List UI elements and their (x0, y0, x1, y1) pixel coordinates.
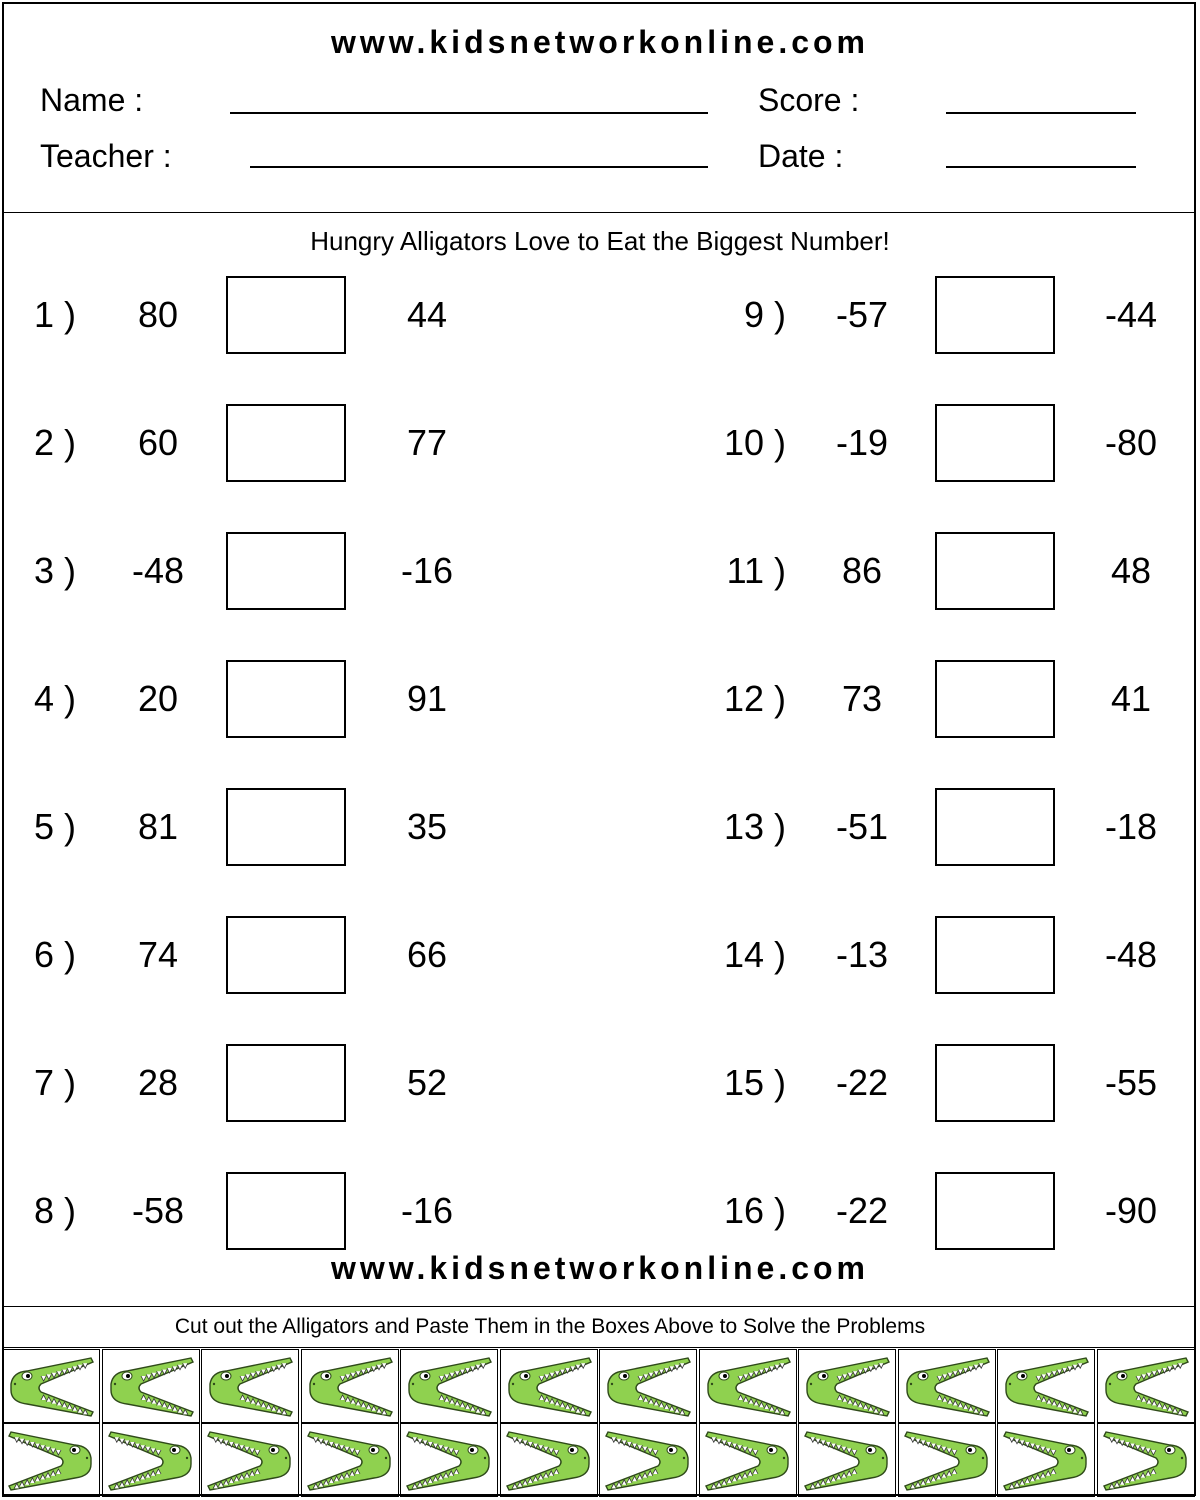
alligator-cutout-cell[interactable] (599, 1349, 697, 1423)
alligator-icon (803, 1428, 891, 1492)
alligator-icon (206, 1354, 294, 1418)
problem-number: 13 ) (723, 806, 786, 847)
left-number: -22 (835, 1190, 889, 1231)
problem-number: 12 ) (723, 678, 786, 719)
alligator-cutout-cell[interactable] (997, 1349, 1095, 1423)
answer-box[interactable] (226, 1044, 346, 1122)
left-number: 20 (137, 678, 179, 719)
right-number: 48 (1110, 550, 1152, 591)
alligator-cutout-cell[interactable] (898, 1423, 996, 1497)
right-number: 52 (406, 1062, 448, 1103)
instruction-title: Hungry Alligators Love to Eat the Biggest Number! (310, 226, 890, 256)
cutout-top-line (2, 1347, 1196, 1348)
alligator-cutout-cell[interactable] (1097, 1423, 1195, 1497)
answer-box[interactable] (935, 788, 1055, 866)
right-number: 44 (406, 294, 448, 335)
teacher-label: Teacher : (40, 138, 172, 174)
alligator-cutout-cell[interactable] (400, 1349, 498, 1423)
alligator-cutout-cell[interactable] (699, 1349, 797, 1423)
alligator-icon (505, 1428, 593, 1492)
alligator-icon (604, 1428, 692, 1492)
problem-number: 7 ) (33, 1062, 76, 1103)
cutout-divider (2, 1306, 1196, 1307)
left-number: 74 (137, 934, 179, 975)
alligator-cutout-cell[interactable] (2, 1349, 100, 1423)
problem-number: 5 ) (33, 806, 76, 847)
answer-box[interactable] (226, 660, 346, 738)
answer-box[interactable] (935, 1044, 1055, 1122)
answer-box[interactable] (226, 916, 346, 994)
answer-box[interactable] (935, 660, 1055, 738)
answer-box[interactable] (226, 532, 346, 610)
date-line[interactable] (946, 166, 1136, 168)
alligator-icon (107, 1354, 195, 1418)
problem-number: 2 ) (33, 422, 76, 463)
problem-number: 16 ) (723, 1190, 786, 1231)
alligator-cutout-cell[interactable] (102, 1423, 200, 1497)
alligator-icon (1002, 1428, 1090, 1492)
alligator-cutout-cell[interactable] (500, 1349, 598, 1423)
answer-box[interactable] (935, 916, 1055, 994)
answer-box[interactable] (935, 532, 1055, 610)
score-label: Score : (758, 82, 860, 118)
left-number: 28 (137, 1062, 179, 1103)
alligator-cutout-cell[interactable] (201, 1349, 299, 1423)
alligator-cutout-cell[interactable] (599, 1423, 697, 1497)
problem-number: 11 ) (726, 550, 786, 591)
alligator-icon (604, 1354, 692, 1418)
right-number: -48 (1104, 934, 1158, 975)
alligator-icon (903, 1428, 991, 1492)
alligator-icon (405, 1354, 493, 1418)
alligator-cutout-cell[interactable] (997, 1423, 1095, 1497)
date-label: Date : (758, 138, 844, 174)
site-url-bottom: www.kidsnetworkonline.com (331, 1250, 869, 1286)
left-number: -58 (131, 1190, 185, 1231)
alligator-icon (1102, 1354, 1190, 1418)
alligator-cutout-cell[interactable] (798, 1349, 896, 1423)
left-number: -13 (835, 934, 889, 975)
answer-box[interactable] (935, 276, 1055, 354)
problem-number: 8 ) (33, 1190, 76, 1231)
problem-number: 15 ) (723, 1062, 786, 1103)
alligator-icon (1002, 1354, 1090, 1418)
right-number: -55 (1104, 1062, 1158, 1103)
left-number: 73 (841, 678, 883, 719)
problem-number: 9 ) (743, 294, 786, 335)
alligator-icon (107, 1428, 195, 1492)
name-label: Name : (40, 82, 144, 118)
problem-number: 1 ) (33, 294, 76, 335)
alligator-icon (405, 1428, 493, 1492)
alligator-icon (7, 1354, 95, 1418)
right-number: 91 (406, 678, 448, 719)
alligator-cutout-cell[interactable] (201, 1423, 299, 1497)
header-divider (2, 212, 1196, 213)
alligator-cutout-cell[interactable] (898, 1349, 996, 1423)
alligator-cutout-cell[interactable] (500, 1423, 598, 1497)
alligator-cutout-cell[interactable] (798, 1423, 896, 1497)
left-number: 86 (841, 550, 883, 591)
left-number: 81 (137, 806, 179, 847)
problem-number: 14 ) (723, 934, 786, 975)
answer-box[interactable] (226, 1172, 346, 1250)
alligator-cutout-cell[interactable] (102, 1349, 200, 1423)
score-line[interactable] (946, 112, 1136, 114)
problem-number: 3 ) (33, 550, 76, 591)
left-number: 60 (137, 422, 179, 463)
alligator-cutout-cell[interactable] (301, 1349, 399, 1423)
right-number: -80 (1104, 422, 1158, 463)
alligator-cutout-cell[interactable] (400, 1423, 498, 1497)
right-number: 35 (406, 806, 448, 847)
problem-number: 10 ) (723, 422, 786, 463)
alligator-icon (803, 1354, 891, 1418)
name-line[interactable] (230, 112, 708, 114)
right-number: -18 (1104, 806, 1158, 847)
alligator-icon (704, 1354, 792, 1418)
alligator-icon (206, 1428, 294, 1492)
answer-box[interactable] (226, 404, 346, 482)
alligator-icon (1102, 1428, 1190, 1492)
left-number: -19 (835, 422, 889, 463)
alligator-icon (306, 1428, 394, 1492)
right-number: 66 (406, 934, 448, 975)
left-number: -22 (835, 1062, 889, 1103)
alligator-icon (7, 1428, 95, 1492)
right-number: -16 (400, 550, 454, 591)
alligator-cutout-cell[interactable] (301, 1423, 399, 1497)
alligator-icon (505, 1354, 593, 1418)
answer-box[interactable] (935, 404, 1055, 482)
right-number: 77 (406, 422, 448, 463)
right-number: -16 (400, 1190, 454, 1231)
teacher-line[interactable] (250, 166, 708, 168)
alligator-cutout-cell[interactable] (699, 1423, 797, 1497)
alligator-cutout-cell[interactable] (2, 1423, 100, 1497)
alligator-icon (903, 1354, 991, 1418)
right-number: 41 (1110, 678, 1152, 719)
answer-box[interactable] (935, 1172, 1055, 1250)
alligator-cutout-cell[interactable] (1097, 1349, 1195, 1423)
site-url-top: www.kidsnetworkonline.com (331, 24, 869, 60)
answer-box[interactable] (226, 276, 346, 354)
left-number: -51 (835, 806, 889, 847)
right-number: -90 (1104, 1190, 1158, 1231)
alligator-icon (704, 1428, 792, 1492)
alligator-icon (306, 1354, 394, 1418)
left-number: -57 (835, 294, 889, 335)
right-number: -44 (1104, 294, 1158, 335)
answer-box[interactable] (226, 788, 346, 866)
left-number: -48 (131, 550, 185, 591)
problem-number: 6 ) (33, 934, 76, 975)
problem-number: 4 ) (33, 678, 76, 719)
cut-instruction: Cut out the Alligators and Paste Them in the Boxes Above to Solve the Problems (174, 1315, 926, 1338)
left-number: 80 (137, 294, 179, 335)
